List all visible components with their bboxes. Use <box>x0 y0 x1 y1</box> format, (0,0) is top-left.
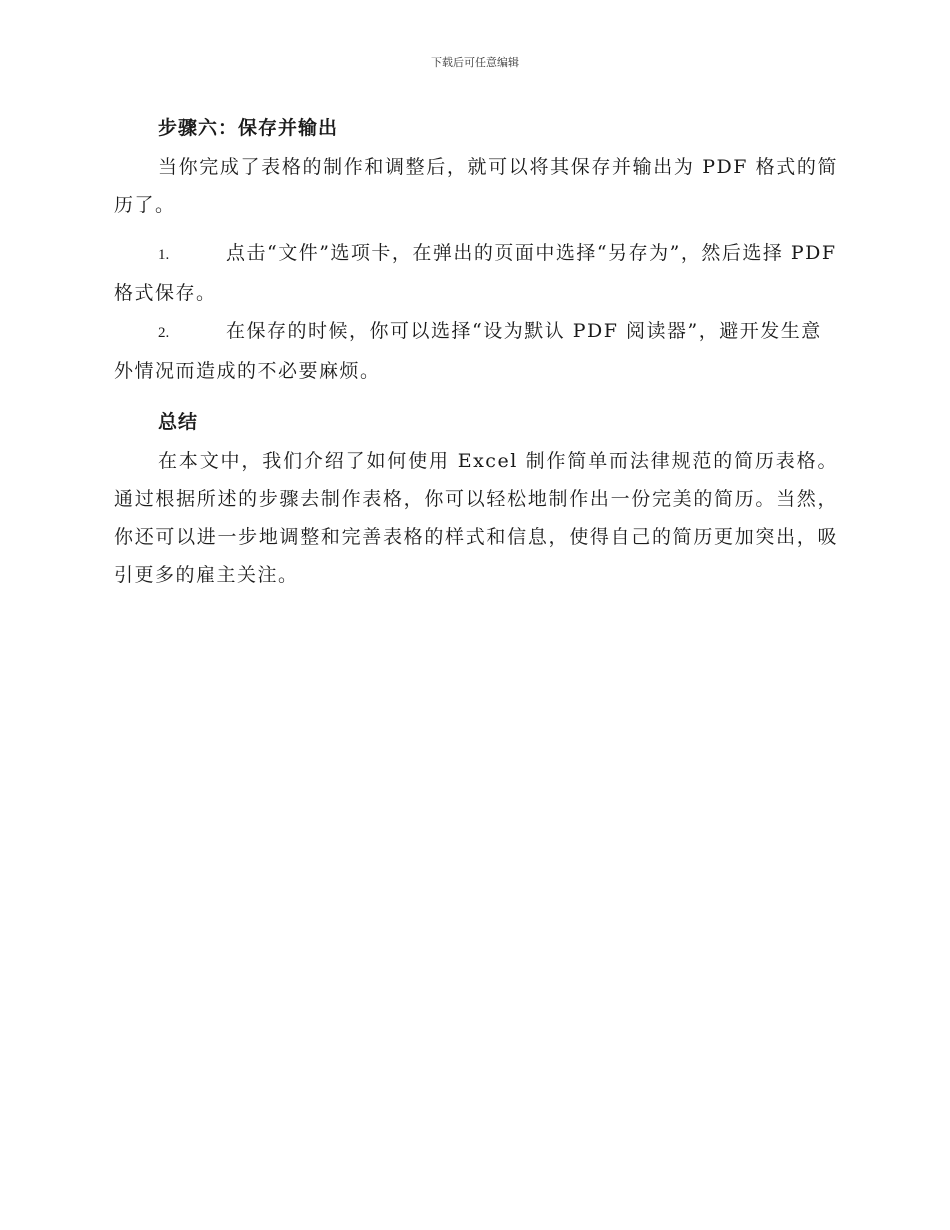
section-heading-summary: 总结 <box>158 411 199 433</box>
list-item-number: 1. <box>158 247 170 263</box>
step6-intro-paragraph: 当你完成了表格的制作和调整后，就可以将其保存并输出为 PDF 格式的简历了。 <box>114 156 838 216</box>
list-item <box>114 234 838 312</box>
list-item-number: 2. <box>158 325 170 341</box>
summary-paragraph: 在本文中，我们介绍了如何使用 Excel 制作简单而法律规范的简历表格。通过根据所述的步骤去制作表格，你可以轻松地制作出一份完美的简历。当然，你还可以进一步地调整和完善表格的样式和信息，使得自己的简历更加突出，吸引更多的雇主关注。 <box>114 450 838 586</box>
list-item-text: 点击“文件”选项卡，在弹出的页面中选择“另存为”，然后选择 PDF 格式保存。 <box>114 242 837 304</box>
section-heading-step6: 步骤六：保存并输出 <box>158 117 339 139</box>
page-header: 下载后可任意编辑 <box>431 56 519 69</box>
list-item <box>114 312 838 390</box>
list-item-text: 在保存的时候，你可以选择“设为默认 PDF 阅读器”，避开发生意外情况而造成的不必要麻烦。 <box>114 320 822 382</box>
document-body <box>114 108 838 594</box>
